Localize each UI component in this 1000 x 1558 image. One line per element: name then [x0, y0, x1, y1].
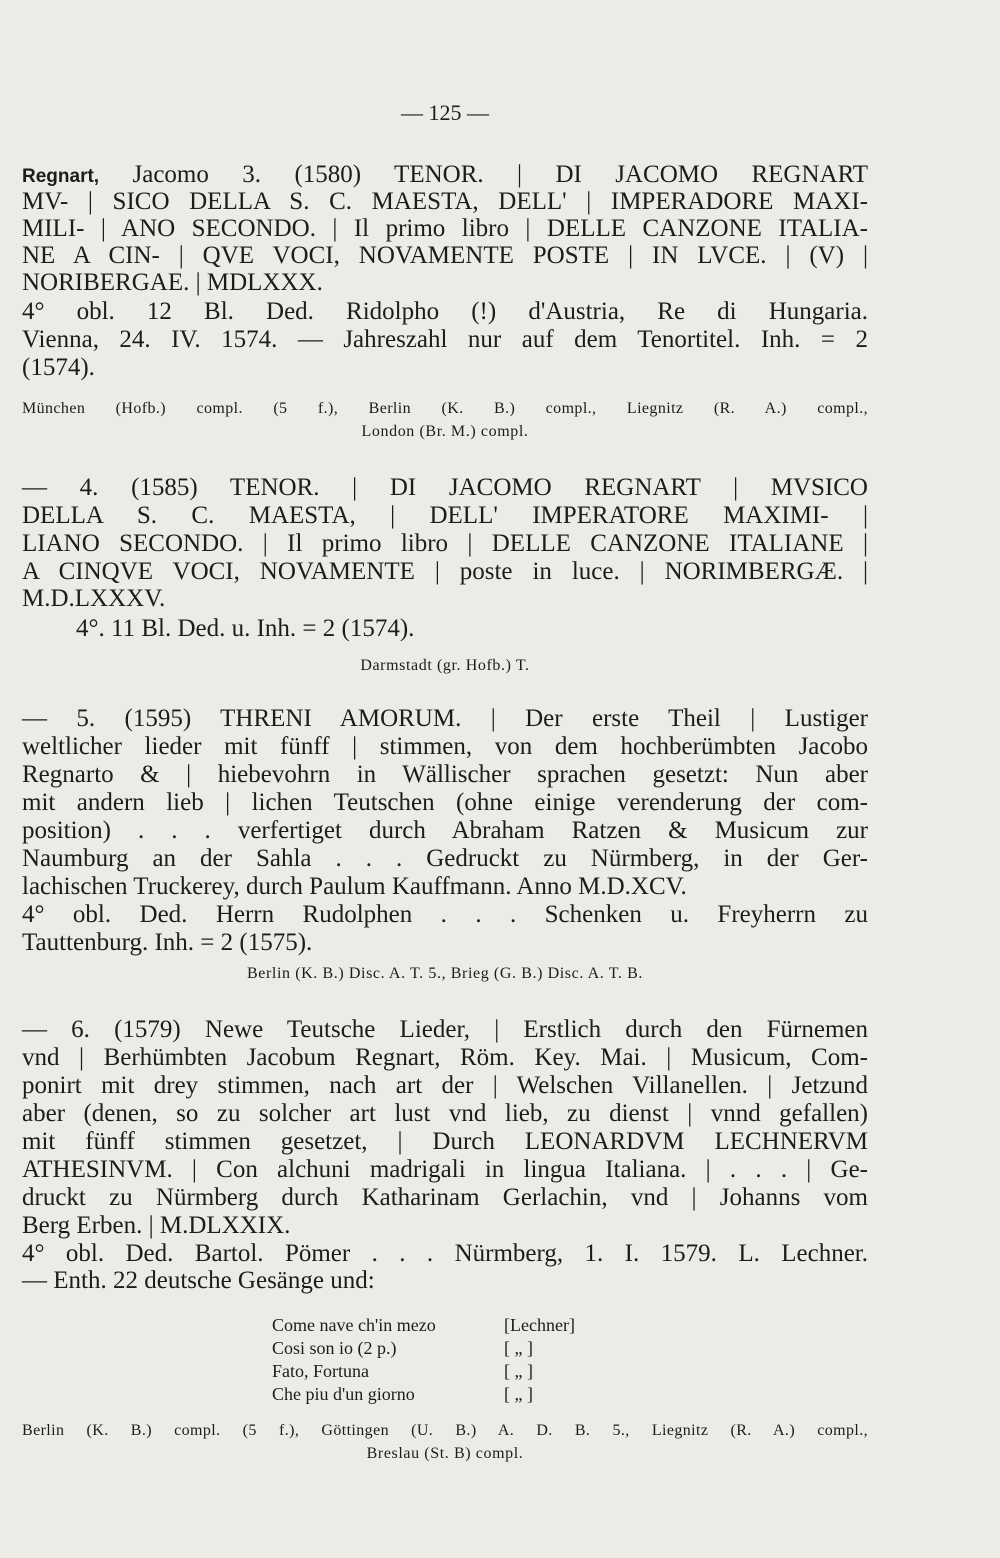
- entry-6-line-8: Berg Erben. | M.DLXXIX.: [22, 1212, 291, 1239]
- entry-4-line-4: A CINQVE VOCI, NOVAMENTE | poste in luce. | NORIMBERGÆ. |: [22, 558, 868, 585]
- entry-6-line-5: mit fünff stimmen gesetzet, | Durch LEONARDVM LECHNERVM: [22, 1128, 868, 1155]
- entry-5-line-7: lachischen Truckerey, durch Paulum Kauffmann. Anno M.D.XCV.: [22, 873, 687, 900]
- entry-4-line-5: M.D.LXXXV.: [22, 585, 166, 612]
- song-list: [272, 1314, 600, 1406]
- entry-3-line-6: 4° obl. 12 Bl. Ded. Ridolpho (!) d'Austria, Re di Hungaria.: [22, 298, 868, 325]
- song-title: Fato, Fortuna: [272, 1361, 369, 1381]
- entry-3-line-3: MILI- | ANO SECONDO. | Il primo libro | DELLE CANZONE ITALIA-: [22, 215, 868, 242]
- song-row: [272, 1337, 600, 1360]
- song-row: [272, 1360, 600, 1383]
- song-title: Che piu d'un giorno: [272, 1384, 415, 1404]
- entry-5-line-9: Tauttenburg. Inh. = 2 (1575).: [22, 929, 313, 956]
- song-row: [272, 1314, 600, 1337]
- entry-4-line-6: 4°. 11 Bl. Ded. u. Inh. = 2 (1574).: [76, 615, 415, 642]
- entry-3-line-5: NORIBERGAE. | MDLXXX.: [22, 269, 323, 296]
- entry-3-line-4: NE A CIN- | QVE VOCI, NOVAMENTE POSTE | IN LVCE. | (V) |: [22, 242, 868, 269]
- entry-3-line-2: MV- | SICO DELLA S. C. MAESTA, DELL' | IMPERADORE MAXI-: [22, 188, 868, 215]
- entry-3-location-1: München (Hofb.) compl. (5 f.), Berlin (K. B.) compl., Liegnitz (R. A.) compl.,: [22, 400, 868, 417]
- song-title: Come nave ch'in mezo: [272, 1315, 436, 1335]
- entry-4-line-3: LIANO SECONDO. | Il primo libro | DELLE CANZONE ITALIANE |: [22, 530, 868, 557]
- entry-5-line-6: Naumburg an der Sahla . . . Gedruckt zu Nürmberg, in der Ger-: [22, 845, 868, 872]
- entry-3-line-8: (1574).: [22, 354, 95, 381]
- entry-5-line-2: weltlicher lieder mit fünff | stimmen, von dem hochberümbten Jacobo: [22, 733, 868, 760]
- page-number: — 125 —: [401, 100, 489, 125]
- entry-5-line-4: mit andern lieb | lichen Teutschen (ohne einige verenderung der com-: [22, 789, 868, 816]
- entry-6-line-9: 4° obl. Ded. Bartol. Pömer . . . Nürmberg, 1. I. 1579. L. Lechner.: [22, 1240, 868, 1267]
- entry-6-location-1: Berlin (K. B.) compl. (5 f.), Göttingen (U. B.) A. D. B. 5., Liegnitz (R. A.) compl.,: [22, 1422, 868, 1439]
- entry-6-line-6: ATHESINVM. | Con alchuni madrigali in lingua Italiana. | . . . | Ge-: [22, 1156, 868, 1183]
- song-credit: [ „ ]: [504, 1338, 533, 1358]
- song-credit: [ „ ]: [504, 1384, 533, 1404]
- entry-6-line-3: ponirt mit drey stimmen, nach art der | Welschen Villanellen. | Jetzund: [22, 1072, 868, 1099]
- entry-6-line-7: druckt zu Nürmberg durch Katharinam Gerlachin, vnd | Johanns vom: [22, 1184, 868, 1211]
- entry-4-line-1: — 4. (1585) TENOR. | DI JACOMO REGNART | MVSICO: [22, 474, 868, 501]
- entry-5-line-8: 4° obl. Ded. Herrn Rudolphen . . . Schenken u. Freyherrn zu: [22, 901, 868, 928]
- entry-5-location-1: Berlin (K. B.) Disc. A. T. 5., Brieg (G. B.) Disc. A. T. B.: [247, 965, 643, 982]
- author-name: Regnart,: [22, 166, 100, 187]
- song-credit: [ „ ]: [504, 1361, 533, 1381]
- entry-6-line-4: aber (denen, so zu solcher art lust vnd lieb, zu dienst | vnnd gefallen): [22, 1100, 868, 1127]
- entry-5-line-3: Regnarto & | hiebevohrn in Wällischer sprachen gesetzt: Nun aber: [22, 761, 868, 788]
- entry-6-line-10: — Enth. 22 deutsche Gesänge und:: [22, 1267, 375, 1294]
- entry-5-line-1: — 5. (1595) THRENI AMORUM. | Der erste Theil | Lustiger: [22, 705, 868, 732]
- entry-5-line-5: position) . . . verfertiget durch Abraham Ratzen & Musicum zur: [22, 817, 868, 844]
- entry-6-line-2: vnd | Berhümbten Jacobum Regnart, Röm. Key. Mai. | Musicum, Com-: [22, 1044, 868, 1071]
- song-row: [272, 1383, 600, 1406]
- song-credit: [Lechner]: [504, 1315, 575, 1335]
- song-title: Cosi son io (2 p.): [272, 1338, 397, 1358]
- entry-6-location-2: Breslau (St. B) compl.: [366, 1445, 524, 1462]
- entry-3-line-1-text: Jacomo 3. (1580) TENOR. | DI JACOMO REGNART: [132, 161, 869, 188]
- entry-4-location-1: Darmstadt (gr. Hofb.) T.: [360, 657, 530, 674]
- entry-3-line-7: Vienna, 24. IV. 1574. — Jahreszahl nur auf dem Tenortitel. Inh. = 2: [22, 326, 868, 353]
- entry-4-line-2: DELLA S. C. MAESTA, | DELL' IMPERATORE MAXIMI- |: [22, 502, 868, 529]
- entry-3-location-2: London (Br. M.) compl.: [361, 423, 529, 440]
- entry-6-line-1: — 6. (1579) Newe Teutsche Lieder, | Erstlich durch den Fürnemen: [22, 1016, 868, 1043]
